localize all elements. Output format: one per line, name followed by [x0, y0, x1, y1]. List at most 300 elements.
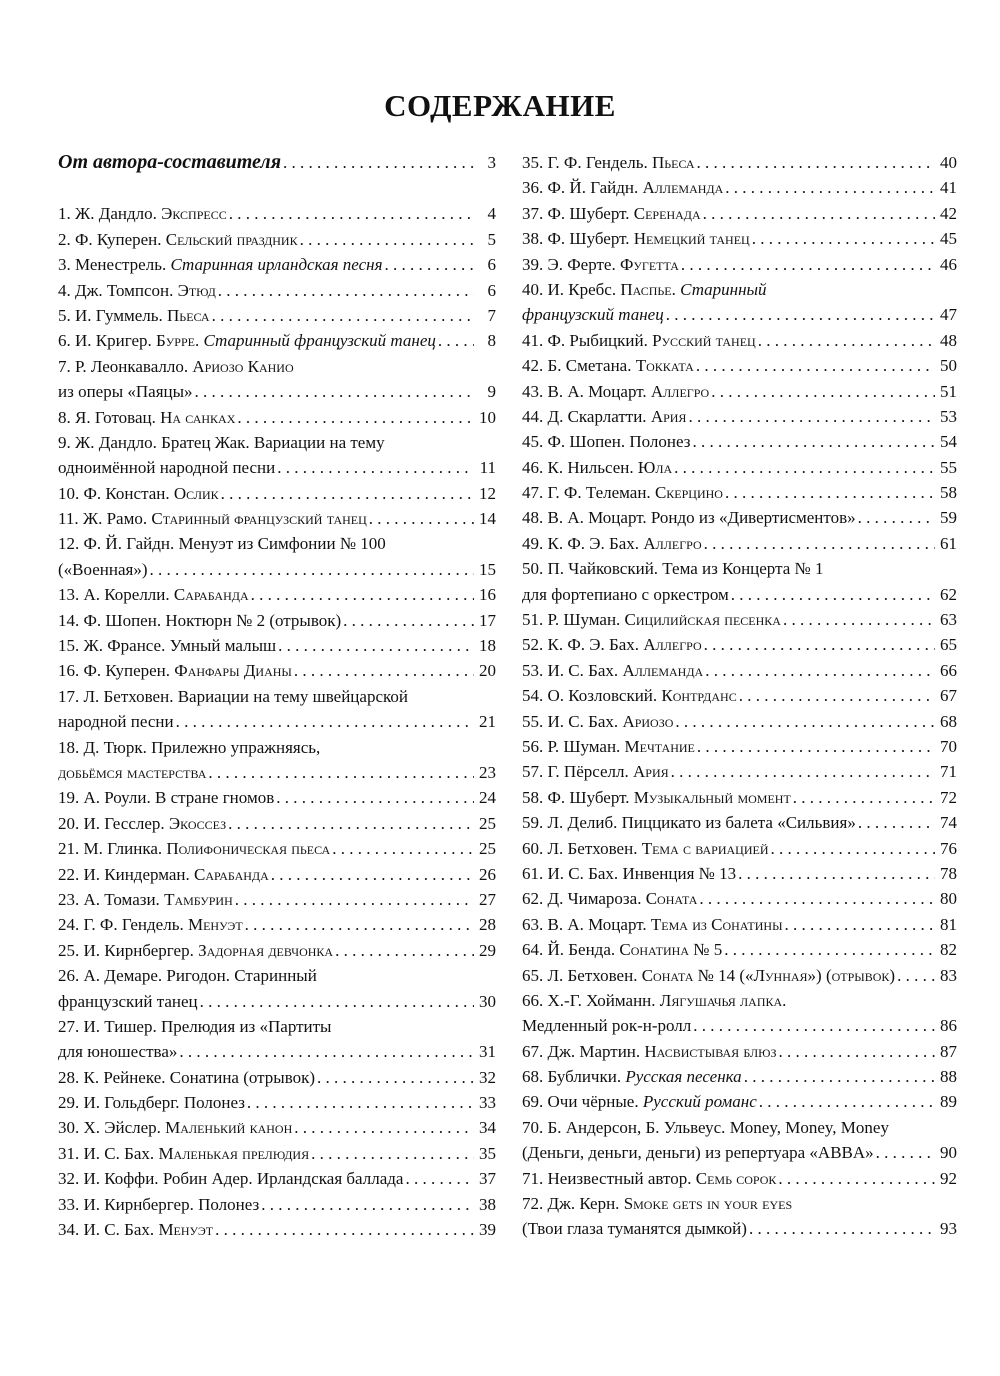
toc-page-number: 38: [479, 1194, 496, 1214]
toc-entry: [58, 201, 496, 226]
toc-entry-author: От автора-составителя: [58, 151, 281, 173]
toc-entry-text: [522, 1191, 792, 1216]
toc-entry-text: [58, 608, 341, 633]
toc-entry-author: Ф. Шопен.: [547, 432, 626, 452]
toc-entry-title: Задорная девчонка: [198, 940, 334, 960]
toc-entry: [522, 582, 957, 607]
toc-page-number: 48: [940, 330, 957, 350]
toc-entry-author: П. Чайковский.: [547, 559, 659, 579]
toc-leader-dots: [228, 811, 474, 836]
toc-page-number: 29: [479, 940, 496, 960]
toc-entry-title: Музыкальный момент: [633, 787, 791, 807]
toc-entry-author: Бублички.: [547, 1067, 622, 1087]
toc-entry-text: [58, 1166, 403, 1191]
toc-entry: [522, 201, 957, 226]
toc-entry-number: 53.: [522, 660, 544, 680]
toc-page-number: 74: [940, 813, 957, 833]
toc-leader-dots: [704, 632, 935, 657]
toc-entry-title: Маленький канон: [165, 1118, 293, 1138]
toc-page-number: 87: [940, 1041, 957, 1061]
toc-entry-number: 48.: [522, 508, 544, 528]
toc-entry: [58, 963, 496, 988]
toc-leader-dots: [785, 912, 935, 937]
toc-entry-title: добьёмся мастерства: [58, 762, 207, 782]
toc-entry-title: Менуэт: [158, 1220, 214, 1240]
toc-entry-number: 69.: [522, 1092, 544, 1112]
toc-entry-text: [58, 1039, 177, 1064]
toc-entry-title: Менуэт из Симфонии № 100: [178, 534, 386, 554]
toc-entry-number: 40.: [522, 279, 544, 299]
toc-entry-number: 8.: [58, 407, 71, 427]
toc-entry-title: из оперы «Паяцы»: [58, 382, 193, 402]
toc-column-right: [522, 150, 957, 1242]
toc-page-number: 81: [940, 914, 957, 934]
toc-entry: [522, 1166, 957, 1191]
toc-entry: [58, 811, 496, 836]
toc-entry-text: [522, 988, 786, 1013]
toc-entry-title: Сонатина № 5: [619, 940, 723, 960]
toc-entry-title: Ноктюрн № 2 (отрывок): [165, 610, 342, 630]
toc-page-number: 11: [479, 458, 496, 478]
toc-entry-author: Ж. Франсе.: [83, 636, 166, 656]
toc-entry-number: 24.: [58, 915, 80, 935]
toc-entry-title: Русский романс: [642, 1092, 757, 1112]
toc-entry-number: 3.: [58, 255, 71, 275]
toc-entry-title: («Военная»): [58, 559, 148, 579]
toc-entry-number: 30.: [58, 1118, 80, 1138]
toc-page-number: 6: [487, 280, 496, 300]
toc-page-number: 58: [940, 483, 957, 503]
toc-entry-text: [58, 328, 436, 353]
toc-entry: [522, 785, 957, 810]
toc-entry-author: И. С. Бах.: [547, 660, 619, 680]
toc-entry-text: [522, 1216, 747, 1241]
toc-leader-dots: [738, 861, 935, 886]
toc-entry-text: [58, 481, 219, 506]
toc-leader-dots: [271, 862, 474, 887]
toc-column-left: [58, 150, 496, 1242]
toc-entry: [522, 937, 957, 962]
toc-entry: [522, 556, 957, 581]
toc-leader-dots: [235, 887, 474, 912]
toc-leader-dots: [221, 481, 474, 506]
toc-entry-text: [58, 785, 274, 810]
toc-entry-text: [522, 353, 694, 378]
toc-page-number: 9: [487, 382, 496, 402]
toc-entry: [522, 150, 957, 175]
toc-entry-number: 57.: [522, 762, 544, 782]
toc-entry-title: (Твои глаза туманятся дымкой): [522, 1219, 747, 1239]
toc-entry-text: [522, 607, 781, 632]
toc-entry-number: 47.: [522, 483, 544, 503]
toc-entry-number: 41.: [522, 330, 544, 350]
toc-entry-number: 50.: [522, 559, 544, 579]
toc-entry-number: 38.: [522, 229, 544, 249]
toc-leader-dots: [215, 1217, 474, 1242]
toc-page-number: 61: [940, 533, 957, 553]
toc-entry-number: 11.: [58, 509, 79, 529]
toc-entry-text: [58, 912, 243, 937]
toc-entry-number: 39.: [522, 254, 544, 274]
toc-entry-number: 67.: [522, 1041, 544, 1061]
toc-page-number: 66: [940, 660, 957, 680]
toc-entry: [522, 734, 957, 759]
toc-entry-text: [522, 302, 664, 327]
toc-entry: [58, 1192, 496, 1217]
toc-entry-number: 15.: [58, 636, 80, 656]
toc-page-number: 41: [940, 178, 957, 198]
toc-page-number: 88: [940, 1067, 957, 1087]
toc-entry-title: Братец Жак. Вариации на тему: [161, 432, 385, 452]
toc-entry-text: [58, 658, 292, 683]
toc-entry-author: И. Гольдберг.: [83, 1093, 180, 1113]
toc-entry-number: 62.: [522, 889, 544, 909]
toc-entry: [58, 227, 496, 252]
toc-entry-author: Ф. Констан.: [83, 483, 170, 503]
toc-entry-title: Ослик: [173, 483, 219, 503]
toc-page-number: 37: [479, 1169, 496, 1189]
toc-entry-text: [522, 886, 697, 911]
toc-entry-author: Э. Ферте.: [547, 254, 616, 274]
toc-page-number: 68: [940, 711, 957, 731]
toc-leader-dots: [666, 302, 935, 327]
toc-entry-author: И. Киндерман.: [83, 864, 190, 884]
toc-entry-title: Русская песенка: [625, 1067, 742, 1087]
toc-page-number: 7: [487, 305, 496, 325]
toc-entry-title: Соната: [645, 889, 698, 909]
toc-entry-author: Дж. Мартин.: [547, 1041, 641, 1061]
toc-entry-number: 4.: [58, 280, 71, 300]
toc-entry-author: А. Корелли.: [83, 585, 170, 605]
toc-leader-dots: [897, 963, 935, 988]
toc-entry-number: 71.: [522, 1168, 544, 1188]
toc-leader-dots: [335, 938, 474, 963]
toc-entry-title: В стране гномов: [155, 788, 275, 808]
toc-entry-text: [58, 557, 147, 582]
toc-entry-text: [522, 1140, 874, 1165]
toc-entry-title: Сарабанда: [173, 585, 249, 605]
toc-entry: [58, 328, 496, 353]
toc-entry-text: [58, 506, 367, 531]
toc-entry-text: [58, 405, 235, 430]
toc-page-number: 17: [479, 610, 496, 630]
toc-page-number: 90: [940, 1143, 957, 1163]
toc-entry: [522, 379, 957, 404]
toc-page-number: 39: [479, 1220, 496, 1240]
toc-leader-dots: [705, 658, 935, 683]
toc-entry-title: Серенада: [633, 203, 701, 223]
toc-entry: [58, 582, 496, 607]
toc-entry-text: [522, 683, 737, 708]
toc-entry-text: [522, 429, 690, 454]
toc-page-number: 14: [479, 509, 496, 529]
toc-entry-author: А. Роули.: [83, 788, 151, 808]
toc-entry-text: [522, 861, 736, 886]
toc-entry-number: 36.: [522, 178, 544, 198]
toc-entry: [58, 836, 496, 861]
toc-entry-text: [522, 836, 769, 861]
toc-entry: [58, 1014, 496, 1039]
toc-entry-text: [522, 556, 824, 581]
toc-entry-text: [522, 252, 679, 277]
toc-entry: [522, 759, 957, 784]
toc-entry-title: Токката: [635, 356, 694, 376]
toc-entry-number: 32.: [58, 1169, 80, 1189]
toc-entry-author: Л. Делиб.: [547, 813, 618, 833]
toc-leader-dots: [237, 405, 474, 430]
toc-entry-title: Тема с вариацией: [641, 838, 769, 858]
toc-entry-text: [58, 150, 281, 175]
toc-entry-title: Тема из Концерта № 1: [662, 559, 824, 579]
toc-entry-author: И. Гесслер.: [83, 813, 165, 833]
toc-entry-author: Ф. Шуберт.: [547, 229, 630, 249]
toc-entry: [58, 1039, 496, 1064]
toc-entry-text: [58, 303, 210, 328]
toc-leader-dots: [294, 1115, 474, 1140]
toc-page-number: 16: [479, 585, 496, 605]
toc-entry-text: [58, 1141, 309, 1166]
toc-page-number: 45: [940, 229, 957, 249]
toc-entry: [58, 531, 496, 556]
toc-entry-text: [58, 735, 320, 760]
toc-entry-text: [58, 1065, 315, 1090]
toc-entry-title: Ария: [633, 762, 669, 782]
toc-entry-text: [522, 201, 701, 226]
toc-leader-dots: [739, 683, 935, 708]
toc-entry-number: 66.: [522, 990, 544, 1010]
toc-page-number: 12: [479, 483, 496, 503]
toc-entry-title: Маленькая прелюдия: [158, 1143, 310, 1163]
toc-entry-title: Старинная ирландская песня: [170, 255, 383, 275]
toc-entry: [58, 1141, 496, 1166]
toc-page-number: 25: [479, 813, 496, 833]
toc-entry: [522, 1140, 957, 1165]
toc-entry: [522, 607, 957, 632]
toc-entry: [522, 302, 957, 327]
toc-entry-text: [58, 709, 174, 734]
toc-entry-author: М. Глинка.: [83, 839, 163, 859]
toc-entry: [522, 175, 957, 200]
toc-leader-dots: [692, 429, 935, 454]
toc-entry: [522, 886, 957, 911]
toc-page-number: 65: [940, 635, 957, 655]
toc-entry-title: французский танец: [58, 991, 198, 1011]
toc-leader-dots: [744, 1064, 935, 1089]
toc-leader-dots: [697, 734, 935, 759]
toc-page-number: 40: [940, 153, 957, 172]
toc-entry-number: 28.: [58, 1067, 80, 1087]
toc-entry-author: И. Гуммель.: [75, 305, 163, 325]
toc-entry: [522, 455, 957, 480]
toc-entry-author: Д. Тюрк.: [83, 737, 147, 757]
toc-leader-dots: [385, 252, 475, 277]
toc-entry-text: [522, 328, 756, 353]
toc-page-number: 55: [940, 457, 957, 477]
toc-entry-author: В. А. Моцарт.: [547, 914, 647, 934]
toc-entry-author: Ф. Куперен.: [83, 661, 171, 681]
toc-page-number: 67: [940, 686, 957, 706]
toc-entry-text: [522, 404, 686, 429]
toc-page-number: 92: [940, 1168, 957, 1188]
toc-entry-number: 1.: [58, 204, 71, 224]
toc-page-number: 50: [940, 356, 957, 376]
toc-entry-title: Аллегро: [643, 533, 702, 553]
toc-entry-number: 52.: [522, 635, 544, 655]
toc-page-number: 8: [487, 331, 496, 351]
toc-entry: [58, 938, 496, 963]
toc-entry-title: Немецкий танец: [633, 229, 750, 249]
toc-page-number: 15: [479, 559, 496, 579]
toc-entry-number: 35.: [522, 153, 544, 172]
toc-entry-number: 59.: [522, 813, 544, 833]
toc-page-number: 10: [479, 407, 496, 427]
toc-entry-title: Экоссез: [168, 813, 227, 833]
toc-entry-text: [58, 862, 269, 887]
toc-entry: [522, 429, 957, 454]
toc-entry-text: [58, 455, 275, 480]
toc-page-number: 72: [940, 787, 957, 807]
toc-entry-title: Пьеса: [167, 305, 210, 325]
toc-entry-title: На санках: [160, 407, 236, 427]
toc-leader-dots: [725, 480, 935, 505]
toc-entry-author: И. Коффи.: [83, 1169, 159, 1189]
toc-entry-number: 58.: [522, 787, 544, 807]
toc-entry-author: Дж. Керн.: [547, 1194, 620, 1214]
toc-entry-number: 46.: [522, 457, 544, 477]
toc-entry: [58, 150, 496, 175]
toc-entry-title: Русский танец: [652, 330, 756, 350]
toc-entry: [522, 658, 957, 683]
toc-leader-dots: [778, 1039, 935, 1064]
toc-entry-number: 63.: [522, 914, 544, 934]
toc-entry-author: Ф. Куперен.: [75, 229, 162, 249]
toc-entry-text: [522, 734, 695, 759]
toc-entry-text: [58, 379, 193, 404]
toc-entry: [58, 735, 496, 760]
toc-entry-author: К. Рейнеке.: [83, 1067, 166, 1087]
toc-entry-author: Ф. Рыбицкий.: [547, 330, 648, 350]
toc-entry-text: [58, 684, 408, 709]
toc-page-number: 93: [940, 1219, 957, 1239]
toc-leader-dots: [758, 328, 935, 353]
toc-entry-title: Рондо из «Дивертисментов»: [650, 508, 856, 528]
toc-page-number: 4: [487, 204, 496, 224]
toc-entry-subtitle: Старинный французский танец: [203, 331, 436, 351]
toc-entry-title: Бурре.: [156, 331, 200, 351]
toc-entry: [522, 1216, 957, 1241]
toc-leader-dots: [778, 1166, 935, 1191]
toc-entry-number: 34.: [58, 1220, 80, 1240]
toc-entry-number: 26.: [58, 966, 80, 986]
toc-entry-title: (Деньги, деньги, деньги) из репертуара «ABBA»: [522, 1143, 874, 1163]
toc-entry-title: Ариозо Канио: [192, 356, 294, 376]
toc-entry-number: 45.: [522, 432, 544, 452]
toc-entry-text: [522, 785, 791, 810]
toc-entry-title: Money, Money, Money: [729, 1117, 889, 1137]
toc-entry-number: 18.: [58, 737, 80, 757]
toc-entry-author: Д. Чимароза.: [547, 889, 642, 909]
toc-entry-text: [58, 582, 249, 607]
toc-entry-author: И. С. Бах.: [83, 1143, 155, 1163]
toc-leader-dots: [229, 201, 474, 226]
toc-entry-title: одноимённой народной песни: [58, 458, 276, 478]
toc-entry-text: [58, 938, 333, 963]
toc-leader-dots: [251, 582, 474, 607]
toc-entry-title: Сонатина (отрывок): [169, 1067, 316, 1087]
toc-entry: [58, 405, 496, 430]
toc-entry-title: Аллегро: [650, 381, 710, 401]
toc-page-number: 27: [479, 889, 496, 909]
toc-page-number: 6: [487, 255, 496, 275]
toc-leader-dots: [725, 175, 935, 200]
toc-leader-dots: [247, 1090, 474, 1115]
toc-entry-title: Медленный рок-н-ролл: [522, 1016, 692, 1036]
toc-entry-number: 68.: [522, 1067, 544, 1087]
toc-leader-dots: [858, 505, 935, 530]
toc-entry-author: Ф. Шопен.: [83, 610, 162, 630]
toc-page-number: 24: [479, 788, 496, 808]
toc-entry: [58, 1065, 496, 1090]
toc-entry: [58, 278, 496, 303]
toc-entry-text: [58, 1115, 292, 1140]
toc-entry-text: [58, 989, 198, 1014]
toc-entry-number: 16.: [58, 661, 80, 681]
toc-entry-text: [58, 1014, 331, 1039]
toc-leader-dots: [671, 759, 935, 784]
toc-entry-text: [522, 1166, 776, 1191]
toc-entry-author: Л. Бетховен.: [547, 965, 638, 985]
toc-entry-text: [522, 759, 669, 784]
toc-entry-author: Г. Пёрселл.: [547, 762, 629, 782]
toc-page-number: 5: [487, 229, 496, 249]
toc-entry-author: Д. Скарлатти.: [547, 406, 647, 426]
toc-entry-title: Сарабанда: [194, 864, 269, 884]
toc-page-number: 78: [940, 863, 957, 883]
toc-entry-text: [522, 277, 767, 302]
toc-leader-dots: [405, 1166, 474, 1191]
toc-entry-title: Ариозо: [622, 711, 674, 731]
toc-leader-dots: [858, 810, 935, 835]
toc-page-number: 34: [479, 1118, 496, 1138]
toc-entry: [522, 1115, 957, 1140]
toc-entry-author: Ф. Й. Гайдн.: [83, 534, 175, 554]
toc-entry-title: Ригодон. Старинный: [166, 966, 317, 986]
toc-page-number: 35: [479, 1143, 496, 1163]
toc-entry-text: [522, 1039, 776, 1064]
toc-leader-dots: [697, 150, 935, 175]
toc-leader-dots: [218, 278, 474, 303]
toc-entry: [58, 481, 496, 506]
toc-entry-text: [58, 531, 386, 556]
toc-leader-dots: [703, 201, 935, 226]
toc-entry-title: Аллеманда: [622, 660, 704, 680]
toc-entry-number: 54.: [522, 686, 544, 706]
toc-leader-dots: [711, 379, 935, 404]
toc-entry-text: [522, 963, 895, 988]
toc-entry-number: 64.: [522, 940, 544, 960]
toc-entry-number: 65.: [522, 965, 544, 985]
toc-entry-title: Прелюдия из «Партиты: [160, 1016, 332, 1036]
toc-entry: [522, 683, 957, 708]
toc-entry-number: 10.: [58, 483, 80, 503]
toc-entry-number: 12.: [58, 534, 80, 554]
toc-entry-text: [522, 810, 856, 835]
toc-entry: [58, 1217, 496, 1242]
toc-entry-author: Г. Ф. Гендель.: [547, 153, 648, 172]
toc-page-number: 59: [940, 508, 957, 528]
toc-entry-number: 5.: [58, 305, 71, 325]
toc-entry-text: [522, 1115, 889, 1140]
